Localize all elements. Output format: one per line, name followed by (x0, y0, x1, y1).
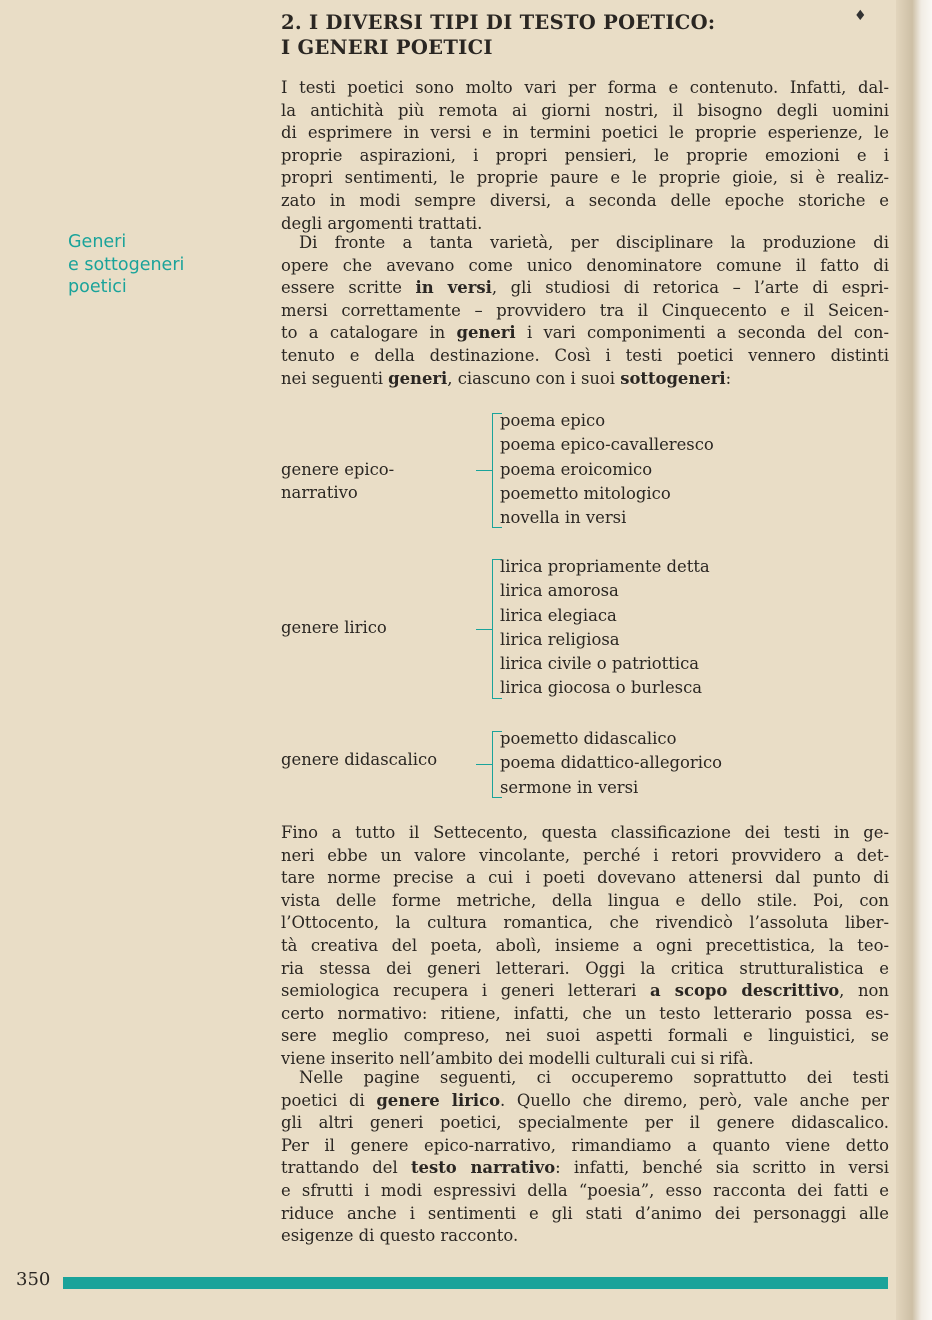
text-line: proprie aspirazioni, i propri pensieri, le proprie emozioni e i (281, 145, 889, 165)
text-line: tà creativa del poeta, abolì, insieme a ogni precettistica, la teo- (281, 935, 889, 955)
text-line: nei seguenti generi, ciascuno con i suoi sottogeneri: (281, 368, 732, 388)
text-line: zato in modi sempre diversi, a seconda delle epoche storiche e (281, 190, 889, 210)
subgenre-list (500, 555, 710, 701)
paragraph-3 (281, 822, 889, 1071)
text-line: propri sentimenti, le proprie paure e le proprie gioie, si è realiz- (281, 168, 889, 188)
subgenre-item: lirica giocosa o burlesca (500, 678, 703, 698)
paragraph-1 (281, 77, 889, 235)
text-line: vista delle forme metriche, della lingua e dello stile. Poi, con (281, 890, 889, 910)
text-line: Di fronte a tanta varietà, per disciplinare la produzione di (299, 233, 889, 252)
text-line: sere meglio compreso, nei suoi aspetti formali e linguistici, se (281, 1026, 889, 1046)
margin-note (68, 231, 238, 299)
scheme-epic (281, 409, 781, 534)
text-line: l’Ottocento, la cultura romantica, che rivendicò l’assoluta liber- (281, 913, 889, 933)
text-line: esigenze di questo racconto. (281, 1226, 519, 1246)
genre-label: genere didascalico (281, 750, 438, 769)
text-line: opere che avevano come unico denominatore comune il fatto di (281, 255, 889, 275)
section-heading (281, 10, 881, 60)
text-line: viene inserito nell’ambito dei modelli culturali cui si rifà. (281, 1048, 754, 1068)
text-line: to a catalogare in generi i vari componimenti a seconda del con- (281, 323, 889, 343)
emphasis: generi (388, 368, 448, 388)
margin-note-line: Generi (68, 232, 127, 252)
text-line: la antichità più remota ai giorni nostri, il bisogno degli uomini (281, 100, 889, 120)
scheme-lyric (281, 555, 781, 705)
heading-line-1: 2. I DIVERSI TIPI DI TESTO POETICO: (281, 11, 716, 34)
subgenre-item: poema didattico-allegorico (500, 753, 723, 773)
subgenre-item: lirica propriamente detta (500, 557, 710, 576)
subgenre-item: lirica religiosa (500, 629, 620, 649)
emphasis: genere lirico (376, 1090, 501, 1110)
corner-mark: ♦ (854, 8, 867, 24)
text-line: e sfrutti i modi espressivi della “poesia”, esso racconta dei fatti e (281, 1180, 889, 1200)
text-line: trattando del testo narrativo: infatti, benché sia scritto in versi (281, 1158, 889, 1178)
genre-label: genere epico- narrativo (281, 460, 395, 502)
subgenre-item: lirica civile o patriottica (500, 654, 700, 674)
emphasis: testo narrativo (410, 1158, 556, 1178)
text-line: poetici di genere lirico. Quello che diremo, però, vale anche per (281, 1090, 889, 1110)
text-line: riduce anche i sentimenti e gli stati d’animo dei personaggi alle (281, 1203, 889, 1223)
subgenre-item: lirica elegiaca (500, 605, 617, 625)
text-line: Nelle pagine seguenti, ci occuperemo soprattutto dei testi (299, 1068, 889, 1087)
text-line: certo normativo: ritiene, infatti, che un testo letterario possa es- (281, 1003, 889, 1023)
text-line: mersi correttamente – provvidero tra il Cinquecento e il Seicen- (281, 300, 889, 320)
scheme-connector (476, 470, 492, 471)
text-line: essere scritte in versi, gli studiosi di retorica – l’arte di espri- (281, 278, 889, 298)
text-line: Fino a tutto il Settecento, questa classificazione dei testi in ge- (281, 823, 889, 842)
subgenre-item: poema eroicomico (500, 459, 653, 479)
text-line: neri ebbe un valore vincolante, perché i retori provvidero a det- (281, 845, 889, 865)
text-line: degli argomenti trattati. (281, 213, 483, 233)
page-edge (896, 0, 932, 1320)
text-line: semiologica recupera i generi letterari a scopo descrittivo, non (281, 981, 889, 1001)
page-number: 350 (16, 1269, 51, 1290)
scheme-didactic (281, 727, 781, 807)
paragraph-4 (281, 1067, 889, 1248)
subgenre-item: novella in versi (500, 508, 627, 528)
scheme-connector (476, 764, 492, 765)
emphasis: in versi (415, 278, 492, 298)
subgenre-item: poema epico-cavalleresco (500, 435, 714, 455)
margin-note-line: e sottogeneri (68, 254, 185, 275)
text-line: I testi poetici sono molto vari per forma e contenuto. Infatti, dal- (281, 78, 889, 97)
footer-bar (63, 1277, 888, 1289)
text-line: tenuto e della destinazione. Così i testi poetici vennero distinti (281, 345, 889, 365)
emphasis: a scopo descrittivo (650, 981, 840, 1001)
subgenre-item: poemetto didascalico (500, 729, 677, 748)
margin-note-line: poetici (68, 277, 127, 297)
text-line: Per il genere epico-narrativo, rimandiamo a quanto viene detto (281, 1135, 889, 1155)
subgenre-item: poema epico (500, 411, 606, 430)
subgenre-item: poemetto mitologico (500, 483, 671, 503)
subgenre-list (500, 727, 722, 800)
emphasis: generi (456, 323, 516, 343)
text-line: di esprimere in versi e in termini poetici le proprie esperienze, le (281, 123, 889, 143)
heading-line-2: I GENERI POETICI (281, 36, 493, 59)
subgenre-list (500, 409, 714, 530)
genre-label: genere lirico (281, 618, 387, 637)
text-line: tare norme precise a cui i poeti dovevano attenersi dal punto di (281, 868, 889, 888)
subgenre-item: lirica amorosa (500, 581, 619, 601)
subgenre-item: sermone in versi (500, 777, 639, 797)
text-line: gli altri generi poetici, specialmente per il genere didascalico. (281, 1113, 889, 1133)
scheme-connector (476, 629, 492, 630)
text-line: ria stessa dei generi letterari. Oggi la critica strutturalistica e (281, 958, 889, 978)
paragraph-2 (281, 232, 889, 390)
emphasis: sottogeneri (620, 368, 726, 388)
